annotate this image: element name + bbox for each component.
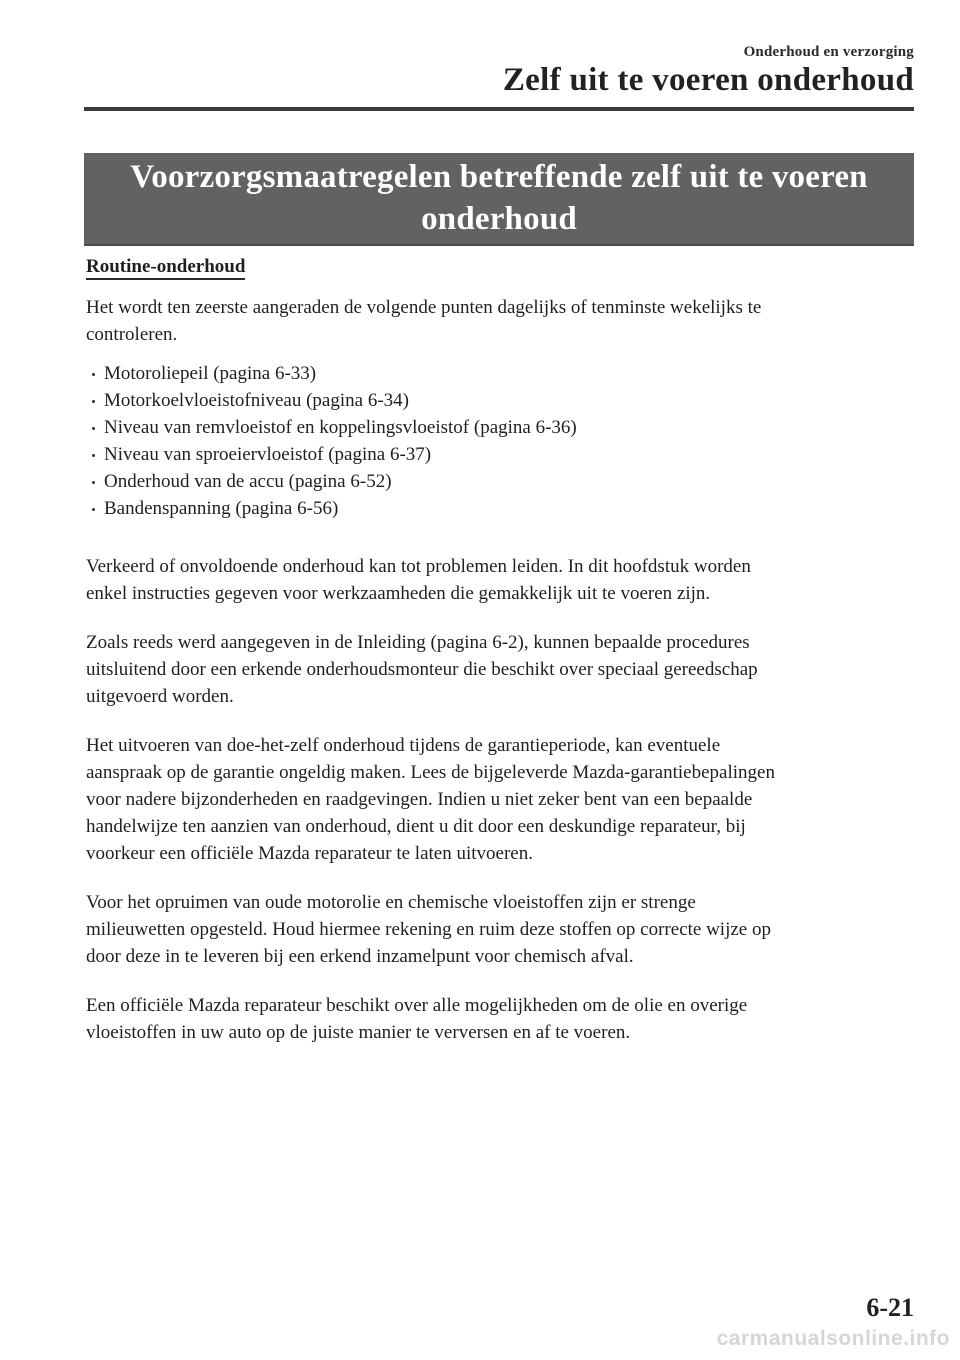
paragraph [86,732,906,867]
text-line: uitsluitend door een erkende onderhoudsmonteur die beschikt over speciaal gereedschap [86,659,758,680]
list-item-text: Bandenspanning (pagina 6-56) [104,498,339,519]
list-item [92,414,906,441]
text-line: controleren. [86,324,178,345]
paragraph [86,992,906,1046]
text-line: Verkeerd of onvoldoende onderhoud kan tot problemen leiden. In dit hoofdstuk worden [86,556,751,577]
text-line: door deze in te leveren bij een erkend inzamelpunt voor chemisch afval. [86,946,634,967]
bullet-icon [92,373,95,376]
header-divider [84,107,914,111]
bullet-icon [92,400,95,403]
text-line: Het wordt ten zeerste aangeraden de volgende punten dagelijks of tenminste wekelijks te [86,297,762,318]
text-line: milieuwetten opgesteld. Houd hiermee rekening en ruim deze stoffen op correcte wijze op [86,919,771,940]
text-line: Het uitvoeren van doe-het-zelf onderhoud tijdens de garantieperiode, kan eventuele [86,735,721,756]
list-item [92,495,906,522]
text-line: uitgevoerd worden. [86,686,234,707]
bullet-icon [92,481,95,484]
chapter-label: Onderhoud en verzorging [743,44,914,60]
list-item [92,468,906,495]
list-item-text: Motorkoelvloeistofniveau (pagina 6-34) [104,390,409,411]
paragraph [86,553,906,607]
text-line: voorkeur een officiële Mazda reparateur te laten uitvoeren. [86,843,533,864]
banner-line-1: Voorzorgsmaatregelen betreffende zelf uit te voeren [130,159,868,195]
paragraph [86,629,906,710]
text-line: Zoals reeds werd aangegeven in de Inleiding (pagina 6-2), kunnen bepaalde procedures [86,632,750,653]
subheading-routine: Routine-onderhoud [86,256,245,280]
list-item-text: Motoroliepeil (pagina 6-33) [104,363,317,384]
text-line: enkel instructies gegeven voor werkzaamheden die gemakkelijk uit te voeren zijn. [86,583,711,604]
banner-line-2: onderhoud [421,201,577,237]
text-line: Voor het opruimen van oude motorolie en chemische vloeistoffen zijn er strenge [86,892,696,913]
bullet-icon [92,427,95,430]
bullet-icon [92,508,95,511]
list-item-text: Niveau van sproeiervloeistof (pagina 6-37) [104,444,432,465]
text-line: vloeistoffen in uw auto op de juiste manier te verversen en af te voeren. [86,1022,631,1043]
list-item-text: Niveau van remvloeistof en koppelingsvloeistof (pagina 6-36) [104,417,577,438]
bullet-icon [92,454,95,457]
list-item-text: Onderhoud van de accu (pagina 6-52) [104,471,392,492]
text-line: Een officiële Mazda reparateur beschikt over alle mogelijkheden om de olie en overige [86,995,748,1016]
check-list [86,360,906,522]
text-line: handelwijze ten aanzien van onderhoud, dient u dit door een deskundige reparateur, bij [86,816,746,837]
watermark: carmanualsonline.info [716,1327,950,1350]
paragraph [86,889,906,970]
topic-banner [84,153,914,246]
list-item [92,387,906,414]
intro-paragraph [86,294,906,348]
list-item [92,441,906,468]
list-item [92,360,906,387]
text-line: voor nadere bijzonderheden en raadgevingen. Indien u niet zeker bent van een bepaalde [86,789,753,810]
page-number: 6-21 [866,1293,914,1322]
text-line: aanspraak op de garantie ongeldig maken. Lees de bijgeleverde Mazda-garantiebepalingen [86,762,775,783]
section-title: Zelf uit te voeren onderhoud [502,62,914,98]
page-content [86,256,906,1046]
